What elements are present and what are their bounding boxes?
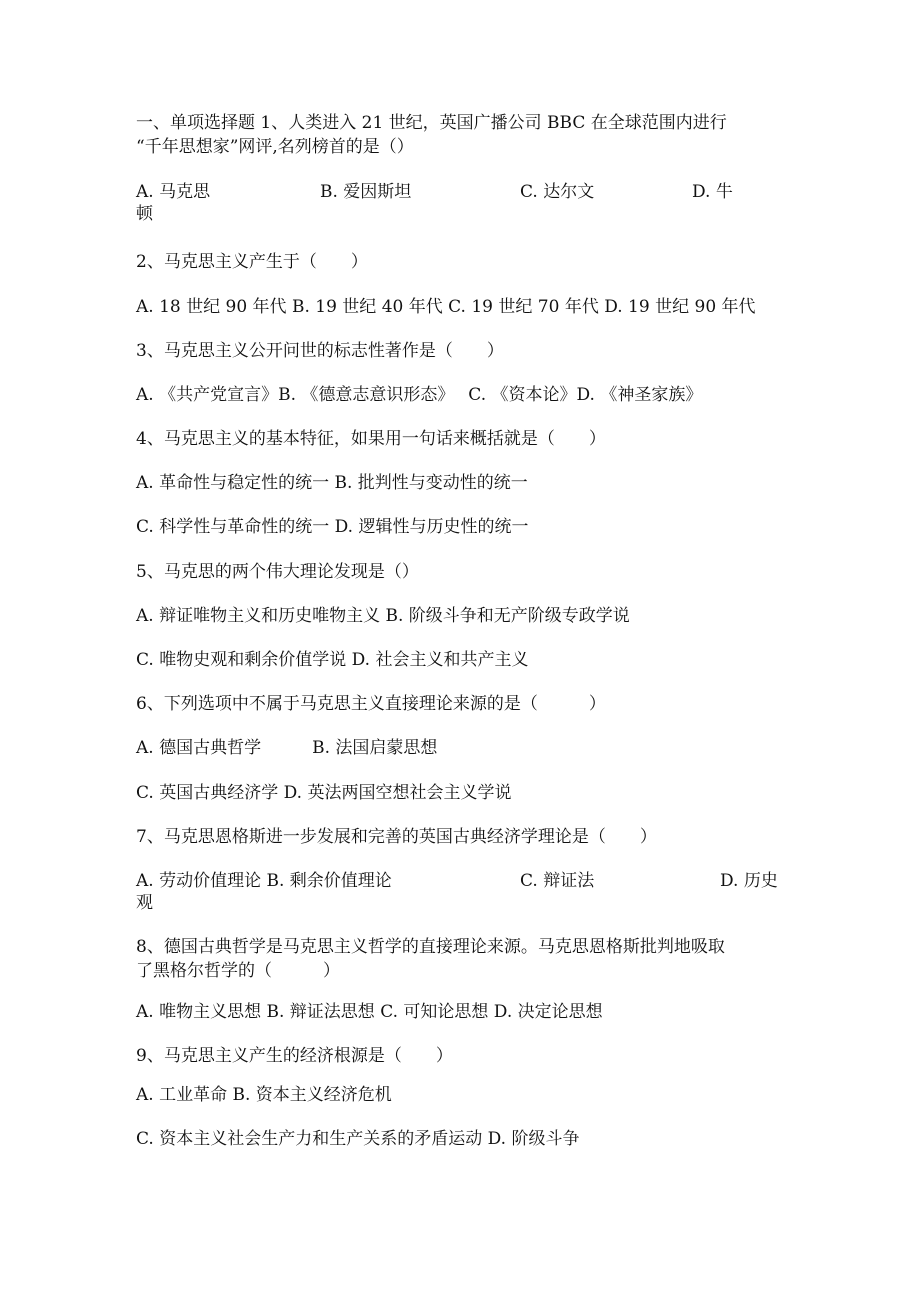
q1-option-b: B. 爱因斯坦 [320, 182, 412, 202]
q8-options: A. 唯物主义思想 B. 辩证法思想 C. 可知论思想 D. 决定论思想 [136, 1002, 603, 1022]
q1-option-d-continued: 顿 [136, 204, 153, 224]
q1-option-c: C. 达尔文 [520, 182, 595, 202]
q7-option-c: C. 辩证法 [520, 871, 595, 891]
q7-stem: 7、马克思恩格斯进一步发展和完善的英国古典经济学理论是（ ） [136, 827, 657, 847]
q4-options-line1: A. 革命性与稳定性的统一 B. 批判性与变动性的统一 [136, 473, 528, 493]
q8-stem-line2: 了黑格尔哲学的（ ） [136, 961, 340, 981]
q6-options-line1: A. 德国古典哲学 B. 法国启蒙思想 [136, 738, 438, 758]
q9-options-line2: C. 资本主义社会生产力和生产关系的矛盾运动 D. 阶级斗争 [136, 1129, 580, 1149]
q5-stem: 5、马克思的两个伟大理论发现是（） [136, 562, 419, 582]
q7-option-a-b: A. 劳动价值理论 B. 剩余价值理论 [136, 871, 392, 891]
q1-option-a: A. 马克思 [136, 182, 211, 202]
q3-stem: 3、马克思主义公开问世的标志性著作是（ ） [136, 341, 504, 361]
q6-options-line2: C. 英国古典经济学 D. 英法两国空想社会主义学说 [136, 783, 512, 803]
q9-options-line1: A. 工业革命 B. 资本主义经济危机 [136, 1085, 392, 1105]
q9-stem: 9、马克思主义产生的经济根源是（ ） [136, 1046, 453, 1066]
q4-options-line2: C. 科学性与革命性的统一 D. 逻辑性与历史性的统一 [136, 517, 529, 537]
q1-stem-line2: “千年思想家”网评,名列榜首的是（） [136, 137, 414, 157]
q2-stem: 2、马克思主义产生于（ ） [136, 252, 368, 272]
q3-options: A. 《共产党宣言》B. 《德意志意识形态》 C. 《资本论》D. 《神圣家族》 [136, 385, 703, 405]
q7-option-d-continued: 观 [136, 893, 153, 913]
q8-stem-line1: 8、德国古典哲学是马克思主义哲学的直接理论来源。马克思恩格斯批判地吸取 [136, 937, 725, 957]
q4-stem: 4、马克思主义的基本特征，如果用一句话来概括就是（ ） [136, 429, 606, 449]
q1-stem-line1: 一、单项选择题 1、人类进入 21 世纪，英国广播公司 BBC 在全球范围内进行 [136, 113, 727, 133]
q7-option-d: D. 历史 [720, 871, 778, 891]
q1-option-d: D. 牛 [692, 182, 733, 202]
q5-options-line1: A. 辩证唯物主义和历史唯物主义 B. 阶级斗争和无产阶级专政学说 [136, 606, 630, 626]
q2-options: A. 18 世纪 90 年代 B. 19 世纪 40 年代 C. 19 世纪 70 年代 D. 19 世纪 90 年代 [136, 297, 756, 317]
q5-options-line2: C. 唯物史观和剩余价值学说 D. 社会主义和共产主义 [136, 650, 529, 670]
q6-stem: 6、下列选项中不属于马克思主义直接理论来源的是（ ） [136, 694, 606, 714]
